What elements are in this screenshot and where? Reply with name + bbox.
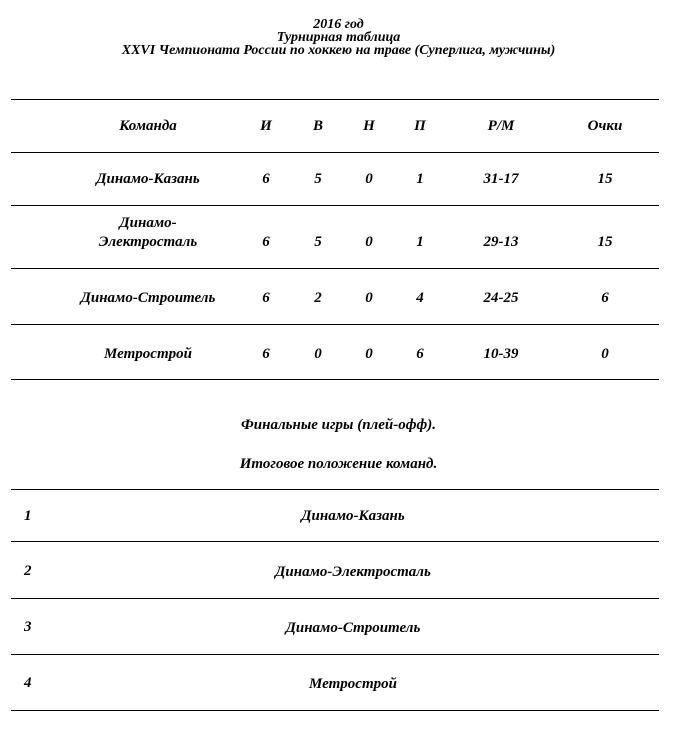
table-divider — [11, 205, 659, 206]
table-divider — [11, 99, 659, 100]
final-team-name: Динамо-Казань — [301, 508, 405, 524]
losses-value: 4 — [416, 290, 424, 306]
games-value: 6 — [262, 234, 270, 250]
final-position: 2 — [24, 563, 32, 579]
goals-value: 31-17 — [483, 171, 519, 187]
goals-value: 10-39 — [483, 346, 519, 362]
wins-value: 2 — [314, 290, 322, 306]
column-header-wins: В — [312, 118, 323, 134]
draws-value: 0 — [365, 171, 373, 187]
team-name: Динамо-Казань — [96, 171, 200, 187]
points-value: 15 — [597, 171, 613, 187]
championship-title: XXVI Чемпионата России по хоккею на траве (Суперлига, мужчины) — [121, 43, 556, 58]
table-divider — [11, 654, 659, 655]
final-position: 4 — [24, 675, 32, 691]
column-header-games: И — [260, 118, 272, 134]
draws-value: 0 — [365, 234, 373, 250]
draws-value: 0 — [365, 346, 373, 362]
losses-value: 6 — [416, 346, 424, 362]
table-divider — [11, 152, 659, 153]
goals-value: 24-25 — [483, 290, 519, 306]
table-divider — [11, 379, 659, 380]
games-value: 6 — [262, 171, 270, 187]
table-heading: Турнирная таблица — [276, 30, 401, 45]
team-name: Метрострой — [104, 346, 192, 362]
table-divider — [11, 598, 659, 599]
team-name: Динамо-Строитель — [80, 290, 216, 306]
losses-value: 1 — [416, 234, 424, 250]
playoff-subtitle: Итоговое положение команд. — [239, 456, 438, 472]
final-position: 1 — [24, 508, 32, 524]
column-header-losses: П — [414, 118, 426, 134]
final-team-name: Динамо-Электросталь — [275, 564, 431, 580]
playoff-title: Финальные игры (плей-офф). — [241, 417, 436, 433]
points-value: 0 — [601, 346, 609, 362]
final-position: 3 — [24, 619, 32, 635]
games-value: 6 — [262, 346, 270, 362]
wins-value: 0 — [314, 346, 322, 362]
team-name-line2: Электросталь — [98, 234, 198, 250]
games-value: 6 — [262, 290, 270, 306]
points-value: 15 — [597, 234, 613, 250]
points-value: 6 — [601, 290, 609, 306]
final-team-name: Динамо-Строитель — [285, 620, 421, 636]
column-header-goals: Р/М — [487, 118, 515, 134]
table-divider — [11, 541, 659, 542]
team-name-line1: Динамо- — [119, 215, 177, 231]
wins-value: 5 — [314, 234, 322, 250]
final-team-name: Метрострой — [309, 676, 397, 692]
table-divider — [11, 268, 659, 269]
column-header-team: Команда — [119, 118, 177, 134]
column-header-points: Очки — [587, 118, 623, 134]
table-divider — [11, 324, 659, 325]
season-year: 2016 год — [313, 17, 364, 32]
table-divider — [11, 710, 659, 711]
table-divider — [11, 489, 659, 490]
losses-value: 1 — [416, 171, 424, 187]
goals-value: 29-13 — [483, 234, 519, 250]
wins-value: 5 — [314, 171, 322, 187]
column-header-draws: Н — [363, 118, 375, 134]
draws-value: 0 — [365, 290, 373, 306]
